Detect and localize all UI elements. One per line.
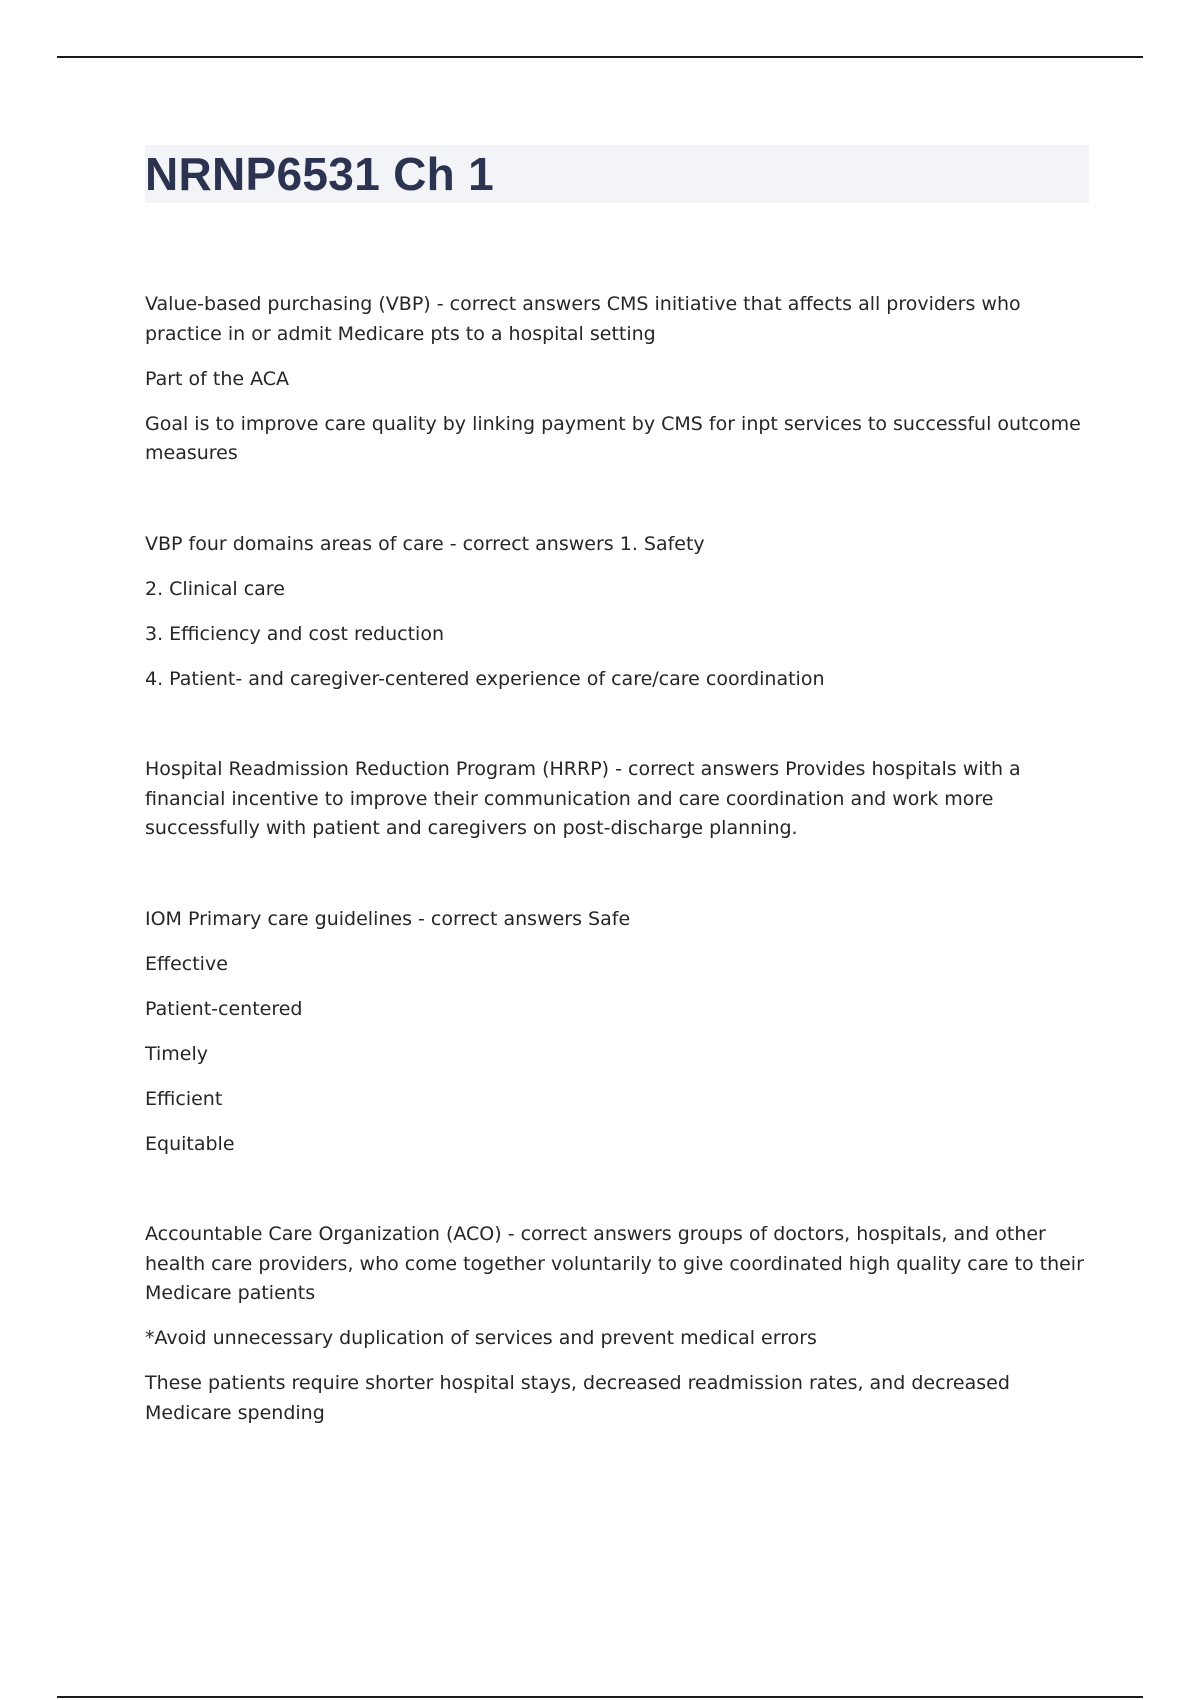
card-text: 2. Clinical care [145,577,285,600]
page-title: NRNP6531 Ch 1 [145,148,495,200]
card-vbp [145,290,1085,469]
card-text: Effective [145,952,228,975]
card-text: Patient-centered [145,997,303,1020]
card-text: Goal is to improve care quality by linking payment by CMS for inpt services to successful outcome measures [145,412,1081,464]
card-text: 4. Patient- and caregiver-centered experience of care/care coordination [145,667,825,690]
card-text: *Avoid unnecessary duplication of services and prevent medical errors [145,1327,817,1349]
card-text: Value-based purchasing (VBP) - correct answers CMS initiative that affects all providers who practice in or admit Medicare pts to a hospital setting [145,293,1021,345]
card-text: Hospital Readmission Reduction Program (HRRP) - correct answers Provides hospitals with a financial incentive to improve their communication and care coordination and work more successfully with patient and caregivers on post-discharge planning. [145,758,1021,839]
card-text: Equitable [145,1132,235,1155]
card-text: IOM Primary care guidelines - correct answers Safe [145,907,631,930]
top-rule [57,56,1143,58]
card-iom-guidelines [145,905,1085,1160]
card-text: These patients require shorter hospital stays, decreased readmission rates, and decreased Medicare spending [145,1372,1010,1424]
card-text: Part of the ACA [145,367,290,390]
bottom-rule [57,1696,1143,1698]
card-text: Accountable Care Organization (ACO) - correct answers groups of doctors, hospitals, and other health care providers, who come together voluntarily to give coordinated high quality care to their Medicare patients [145,1223,1084,1304]
flashcard-list [145,290,1085,1489]
card-text: Efficient [145,1087,223,1110]
card-aco [145,1220,1085,1428]
card-hrrp [145,755,1085,844]
card-text: 3. Efficiency and cost reduction [145,622,444,645]
card-text: Timely [145,1042,209,1065]
card-vbp-domains [145,530,1085,695]
card-text: VBP four domains areas of care - correct answers 1. Safety [145,532,705,555]
